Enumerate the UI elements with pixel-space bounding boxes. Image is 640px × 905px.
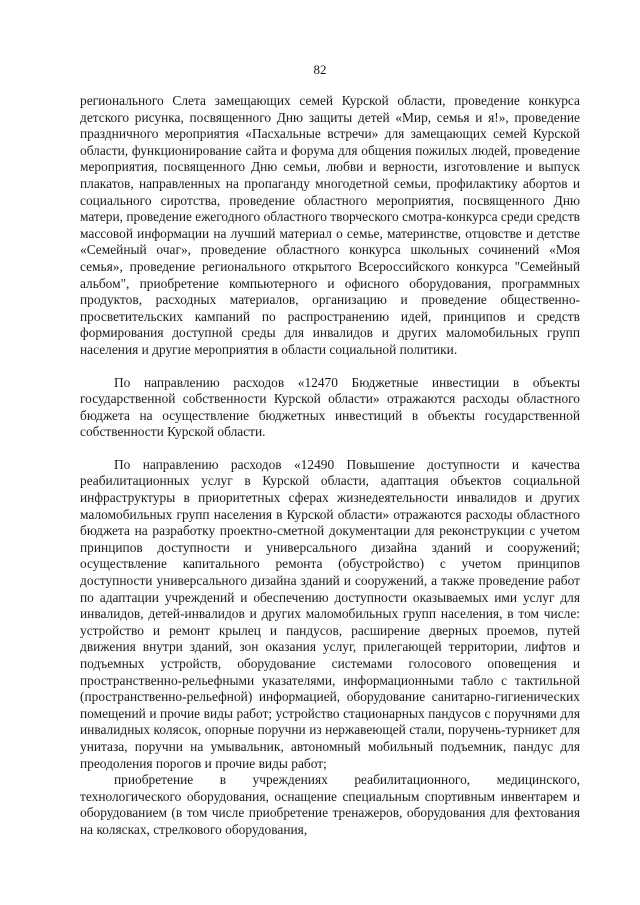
paragraph-continuation: регионального Слета замещающих семей Курской области, проведение конкурса детского рисунка, посвященного Дню защиты детей «Мир, семья и я!», проведение праздничного мероприятия «Пасхальные встречи» для замещающих семей Курской области, функционирование сайта и форума для общения пожилых людей, проведение мероприятия, посвященного Дню семьи, любви и верности, изготовление и выпуск плакатов, направленных на пропаганду многодетной семьи, профилактику абортов и социального сиротства, проведение областного мероприятия, посвященного Дню матери, проведение ежегодного областного творческого смотра-конкурса среди средств массовой информации на лучший материал о семье, материнстве, отцовстве и детстве «Семейный очаг», проведение областного конкурса школьных сочинений «Моя семья», проведение регионального открытого Всероссийского конкурса "Семейный альбом", приобретение компьютерного и офисного оборудования, программных продуктов, расходных материалов, организацию и проведение общественно-просветительских кампаний по распространению идей, принципов и средств формирования доступной среды для инвалидов и других маломобильных групп населения и другие мероприятия в области социальной политики. [80, 93, 580, 357]
paragraph-equipment: приобретение в учреждениях реабилитационного, медицинского, технологического оборудования, оснащение специальным спортивным инвентарем и оборудованием (в том числе приобретение тренажеров, оборудования для фехтования на колясках, стрелкового оборудования, [80, 772, 580, 837]
paragraph-12490: По направлению расходов «12490 Повышение доступности и качества реабилитационных услуг в Курской области, адаптация объектов социальной инфраструктуры в приоритетных сферах жизнедеятельности инвалидов и других маломобильных групп населения в Курской области» отражаются расходы областного бюджета на разработку проектно-сметной документации для реконструкции с учетом принципов доступности и универсального дизайна зданий и сооружений; осуществление капитального ремонта (обустройство) с учетом принципов доступности универсального дизайна зданий и сооружений, а также проведение работ по адаптации учреждений и обеспечению доступности оказываемых ими услуг для инвалидов, детей-инвалидов и других маломобильных групп населения, в том числе: устройство и ремонт крылец и пандусов, расширение дверных проемов, путей движения внутри зданий, зон оказания услуг, прилегающей территории, лифтов и подъемных устройств, оборудование системами голосового оповещения и пространственно-рельефными указателями, информационными табло с тактильной (пространственно-рельефной) информацией, оборудование санитарно-гигиенических помещений и прочие виды работ; устройство стационарных пандусов с поручнями для инвалидных колясок, опорные поручни из нержавеющей стали, поручень-турникет для унитаза, поручни на умывальник, автономный мобильный подъемник, пандус для преодоления порогов и прочие виды работ; [80, 456, 580, 771]
page-number: 82 [313, 62, 327, 77]
paragraph-12470: По направлению расходов «12470 Бюджетные инвестиции в объекты государственной собственности Курской области» отражаются расходы областного бюджета на осуществление бюджетных инвестиций в объекты государственной собственности Курской области. [80, 374, 580, 440]
document-body [80, 93, 580, 839]
